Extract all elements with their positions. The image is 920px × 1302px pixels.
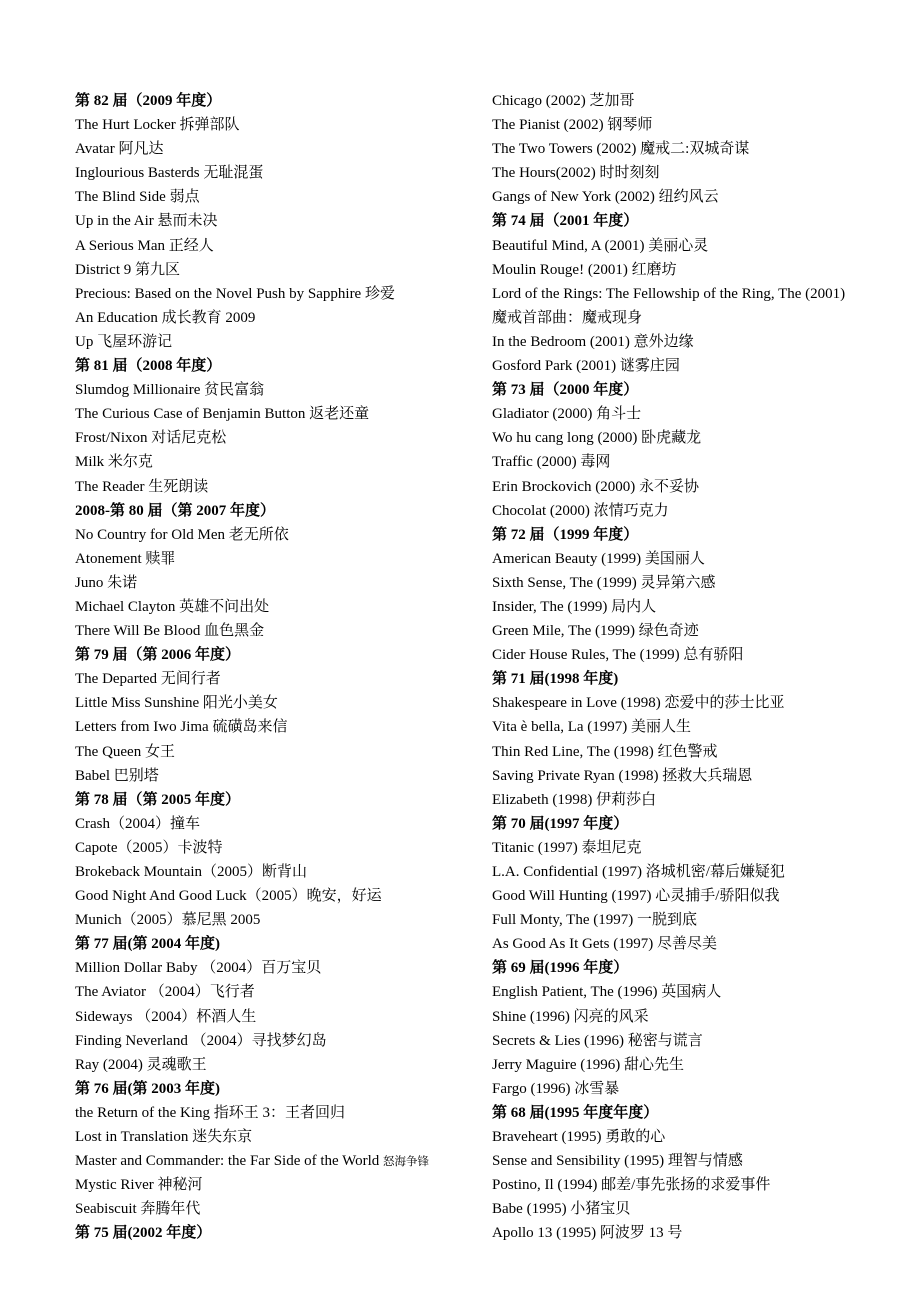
film-title: Moulin Rouge! (2001) 红磨坊 — [492, 261, 677, 278]
award-year-heading — [75, 499, 475, 523]
film-title: Fargo (1996) 冰雪暴 — [492, 1080, 620, 1097]
award-year-heading — [75, 643, 475, 667]
film-title: Sense and Sensibility (1995) 理智与情感 — [492, 1153, 743, 1170]
film-entry — [492, 619, 912, 643]
film-title: Milk 米尔克 — [75, 454, 153, 471]
film-title: Gangs of New York (2002) 纽约风云 — [492, 189, 719, 206]
film-entry — [75, 402, 475, 426]
film-entry — [492, 306, 912, 330]
film-entry — [492, 691, 912, 715]
film-entry — [492, 1029, 912, 1053]
award-year-heading — [492, 956, 912, 980]
film-entry — [492, 788, 912, 812]
film-entry — [492, 547, 912, 571]
film-entry — [492, 860, 912, 884]
film-title: Chicago (2002) 芝加哥 — [492, 93, 635, 109]
film-title: Up in the Air 悬而未决 — [75, 213, 218, 230]
film-entry — [75, 980, 475, 1004]
film-entry — [75, 306, 475, 330]
film-title: Babe (1995) 小猪宝贝 — [492, 1201, 631, 1218]
film-entry — [492, 89, 912, 113]
heading-text: 第 79 届（第 2006 年度） — [75, 647, 241, 664]
film-entry — [75, 330, 475, 354]
film-entry — [492, 234, 912, 258]
film-title: Inglourious Basterds 无耻混蛋 — [75, 165, 264, 182]
film-entry — [75, 812, 475, 836]
film-entry — [75, 1125, 475, 1149]
film-title: Insider, The (1999) 局内人 — [492, 598, 657, 615]
film-entry — [75, 908, 475, 932]
film-title: Erin Brockovich (2000) 永不妥协 — [492, 478, 700, 495]
film-entry — [492, 980, 912, 1004]
film-entry — [75, 571, 475, 595]
heading-text: 第 78 届（第 2005 年度） — [75, 791, 241, 808]
film-title: Braveheart (1995) 勇敢的心 — [492, 1129, 666, 1146]
film-title: Little Miss Sunshine 阳光小美女 — [75, 695, 278, 712]
left-column — [75, 89, 475, 1246]
heading-text: 2008-第 80 届（第 2007 年度） — [75, 502, 275, 519]
film-title: L.A. Confidential (1997) 洛城机密/幕后嫌疑犯 — [492, 864, 785, 880]
film-title: Traffic (2000) 毒网 — [492, 454, 611, 471]
film-title: Green Mile, The (1999) 绿色奇迹 — [492, 623, 699, 640]
film-title: Cider House Rules, The (1999) 总有骄阳 — [492, 647, 744, 664]
film-title: Michael Clayton 英雄不问出处 — [75, 598, 270, 615]
film-entry — [492, 1053, 912, 1077]
film-entry — [492, 836, 912, 860]
film-title: Atonement 赎罪 — [75, 550, 176, 567]
film-entry — [492, 764, 912, 788]
film-title: Chocolat (2000) 浓情巧克力 — [492, 502, 669, 519]
film-title: In the Bedroom (2001) 意外边缘 — [492, 333, 694, 350]
heading-text: 第 76 届(第 2003 年度) — [75, 1080, 220, 1097]
right-column — [492, 89, 912, 1246]
heading-text: 第 69 届(1996 年度） — [492, 960, 629, 977]
award-year-heading — [492, 523, 912, 547]
film-title: Beautiful Mind, A (2001) 美丽心灵 — [492, 237, 709, 254]
film-entry — [75, 258, 475, 282]
film-entry — [75, 450, 475, 474]
film-title: The Aviator （2004）飞行者 — [75, 984, 255, 1001]
film-entry — [492, 499, 912, 523]
film-title: Master and Commander: the Far Side of the World — [75, 1153, 384, 1170]
award-year-heading — [75, 1077, 475, 1101]
film-title: A Serious Man 正经人 — [75, 237, 214, 254]
film-entry — [492, 185, 912, 209]
heading-text: 第 71 届(1998 年度) — [492, 671, 619, 688]
heading-text: 第 70 届(1997 年度） — [492, 815, 629, 832]
award-year-heading — [75, 89, 475, 113]
film-entry — [492, 1173, 912, 1197]
film-entry — [492, 740, 912, 764]
film-title: Sixth Sense, The (1999) 灵异第六感 — [492, 574, 716, 591]
award-year-heading — [75, 1221, 475, 1245]
film-title: Thin Red Line, The (1998) 红色警戒 — [492, 743, 718, 760]
heading-text: 第 81 届（2008 年度） — [75, 358, 222, 375]
film-entry — [492, 715, 912, 739]
film-title: Apollo 13 (1995) 阿波罗 13 号 — [492, 1225, 683, 1242]
film-title: Full Monty, The (1997) 一脱到底 — [492, 912, 697, 929]
film-title: The Hours(2002) 时时刻刻 — [492, 165, 660, 182]
film-entry — [75, 1173, 475, 1197]
film-entry — [75, 523, 475, 547]
film-title: Ray (2004) 灵魂歌王 — [75, 1056, 207, 1073]
film-entry — [75, 1149, 475, 1173]
film-entry — [492, 137, 912, 161]
film-entry — [75, 715, 475, 739]
film-title: Saving Private Ryan (1998) 拯救大兵瑞恩 — [492, 767, 753, 784]
film-title: Good Night And Good Luck（2005）晚安，好运 — [75, 888, 382, 905]
film-title: Babel 巴别塔 — [75, 767, 159, 784]
film-title: As Good As It Gets (1997) 尽善尽美 — [492, 936, 717, 953]
film-entry — [75, 1053, 475, 1077]
film-entry — [492, 354, 912, 378]
film-entry — [492, 908, 912, 932]
award-year-heading — [75, 354, 475, 378]
film-entry — [492, 1077, 912, 1101]
film-title: An Education 成长教育 2009 — [75, 309, 256, 326]
film-entry — [75, 234, 475, 258]
film-title: Titanic (1997) 泰坦尼克 — [492, 839, 642, 856]
film-entry — [75, 378, 475, 402]
film-entry — [75, 667, 475, 691]
film-title: Brokeback Mountain（2005）断背山 — [75, 864, 308, 880]
film-title: Avatar 阿凡达 — [75, 141, 164, 158]
film-entry — [75, 1029, 475, 1053]
film-title: The Curious Case of Benjamin Button 返老还童 — [75, 406, 370, 423]
film-title: Mystic River 神秘河 — [75, 1177, 203, 1194]
film-title: Shakespeare in Love (1998) 恋爱中的莎士比亚 — [492, 695, 785, 712]
film-entry — [75, 209, 475, 233]
film-entry — [492, 330, 912, 354]
film-entry — [75, 113, 475, 137]
film-title: Jerry Maguire (1996) 甜心先生 — [492, 1056, 685, 1073]
film-entry — [75, 426, 475, 450]
film-entry — [75, 1101, 475, 1125]
film-title: Postino, Il (1994) 邮差/事先张扬的求爱事件 — [492, 1177, 771, 1194]
film-title: 魔戒首部曲：魔戒现身 — [492, 309, 643, 326]
heading-text: 第 75 届(2002 年度） — [75, 1225, 212, 1242]
film-title: Good Will Hunting (1997) 心灵捕手/骄阳似我 — [492, 888, 780, 905]
film-title: The Two Towers (2002) 魔戒二:双城奇谋 — [492, 141, 750, 158]
film-title: English Patient, The (1996) 英国病人 — [492, 984, 722, 1001]
film-entry — [75, 956, 475, 980]
film-entry — [75, 740, 475, 764]
film-title: Sideways （2004）杯酒人生 — [75, 1008, 257, 1025]
film-entry — [492, 1149, 912, 1173]
film-entry — [492, 1005, 912, 1029]
film-entry — [75, 475, 475, 499]
film-title: District 9 第九区 — [75, 261, 180, 278]
film-title: Wo hu cang long (2000) 卧虎藏龙 — [492, 430, 702, 447]
award-year-heading — [492, 378, 912, 402]
film-entry — [75, 595, 475, 619]
film-title: Frost/Nixon 对话尼克松 — [75, 430, 227, 447]
film-entry — [492, 161, 912, 185]
film-entry — [492, 426, 912, 450]
film-entry — [75, 860, 475, 884]
film-entry — [75, 185, 475, 209]
film-entry — [492, 450, 912, 474]
film-entry — [75, 137, 475, 161]
film-entry — [492, 932, 912, 956]
film-title: Slumdog Millionaire 贫民富翁 — [75, 382, 265, 399]
film-title: Crash（2004）撞车 — [75, 815, 200, 832]
award-year-heading — [492, 812, 912, 836]
film-entry — [75, 282, 475, 306]
film-title: Up 飞屋环游记 — [75, 333, 173, 350]
film-title: The Pianist (2002) 钢琴师 — [492, 117, 653, 134]
film-entry — [75, 1005, 475, 1029]
film-entry — [75, 836, 475, 860]
film-title: American Beauty (1999) 美国丽人 — [492, 550, 705, 567]
award-year-heading — [75, 932, 475, 956]
film-entry — [492, 475, 912, 499]
film-entry — [492, 643, 912, 667]
heading-text: 第 77 届(第 2004 年度) — [75, 936, 220, 953]
award-year-heading — [492, 1101, 912, 1125]
film-title: The Queen 女王 — [75, 743, 175, 760]
film-title: Capote（2005）卡波特 — [75, 839, 223, 856]
film-entry — [492, 258, 912, 282]
film-title: No Country for Old Men 老无所依 — [75, 526, 289, 543]
film-title: The Hurt Locker 拆弹部队 — [75, 117, 240, 134]
film-entry — [75, 161, 475, 185]
film-title: There Will Be Blood 血色黑金 — [75, 623, 265, 640]
film-title: Letters from Iwo Jima 硫磺岛来信 — [75, 719, 288, 736]
film-title: Gosford Park (2001) 谜雾庄园 — [492, 358, 680, 375]
film-entry — [75, 547, 475, 571]
film-entry — [492, 1125, 912, 1149]
film-title: Juno 朱诺 — [75, 574, 138, 591]
film-entry — [492, 595, 912, 619]
film-title: The Departed 无间行者 — [75, 671, 221, 688]
heading-text: 第 74 届（2001 年度） — [492, 213, 639, 230]
heading-text: 第 73 届（2000 年度） — [492, 382, 639, 399]
film-title: Elizabeth (1998) 伊莉莎白 — [492, 791, 657, 808]
award-year-heading — [75, 788, 475, 812]
film-entry — [492, 1197, 912, 1221]
film-title: The Blind Side 弱点 — [75, 189, 200, 206]
film-entry — [492, 282, 912, 306]
film-entry — [492, 571, 912, 595]
film-title: Munich（2005）慕尼黑 2005 — [75, 912, 261, 929]
film-entry — [492, 884, 912, 908]
film-title: the Return of the King 指环王 3：王者回归 — [75, 1104, 345, 1121]
film-title: Precious: Based on the Novel Push by Sapphire 珍爱 — [75, 285, 395, 302]
film-entry — [75, 884, 475, 908]
film-title: Gladiator (2000) 角斗士 — [492, 406, 642, 423]
film-entry — [75, 764, 475, 788]
film-entry — [75, 1197, 475, 1221]
film-entry — [75, 691, 475, 715]
heading-text: 第 68 届(1995 年度年度） — [492, 1104, 659, 1121]
film-title: Vita è bella, La (1997) 美丽人生 — [492, 719, 692, 736]
film-entry — [492, 113, 912, 137]
film-entry — [492, 402, 912, 426]
film-title: Secrets & Lies (1996) 秘密与谎言 — [492, 1032, 703, 1049]
award-year-heading — [492, 667, 912, 691]
film-title: Million Dollar Baby （2004）百万宝贝 — [75, 960, 322, 977]
award-year-heading — [492, 209, 912, 233]
film-title: Lost in Translation 迷失东京 — [75, 1129, 253, 1146]
heading-text: 第 72 届（1999 年度） — [492, 526, 639, 543]
film-title: Lord of the Rings: The Fellowship of the Ring, The (2001) — [492, 285, 846, 302]
film-title-chinese-small: 怒海争锋 — [383, 1156, 430, 1169]
film-entry — [492, 1221, 912, 1245]
film-entry — [75, 619, 475, 643]
film-title: Shine (1996) 闪亮的风采 — [492, 1008, 649, 1025]
heading-text: 第 82 届（2009 年度） — [75, 93, 222, 109]
film-title: Seabiscuit 奔腾年代 — [75, 1201, 201, 1218]
film-title: Finding Neverland （2004）寻找梦幻岛 — [75, 1032, 327, 1049]
film-title: The Reader 生死朗读 — [75, 478, 209, 495]
